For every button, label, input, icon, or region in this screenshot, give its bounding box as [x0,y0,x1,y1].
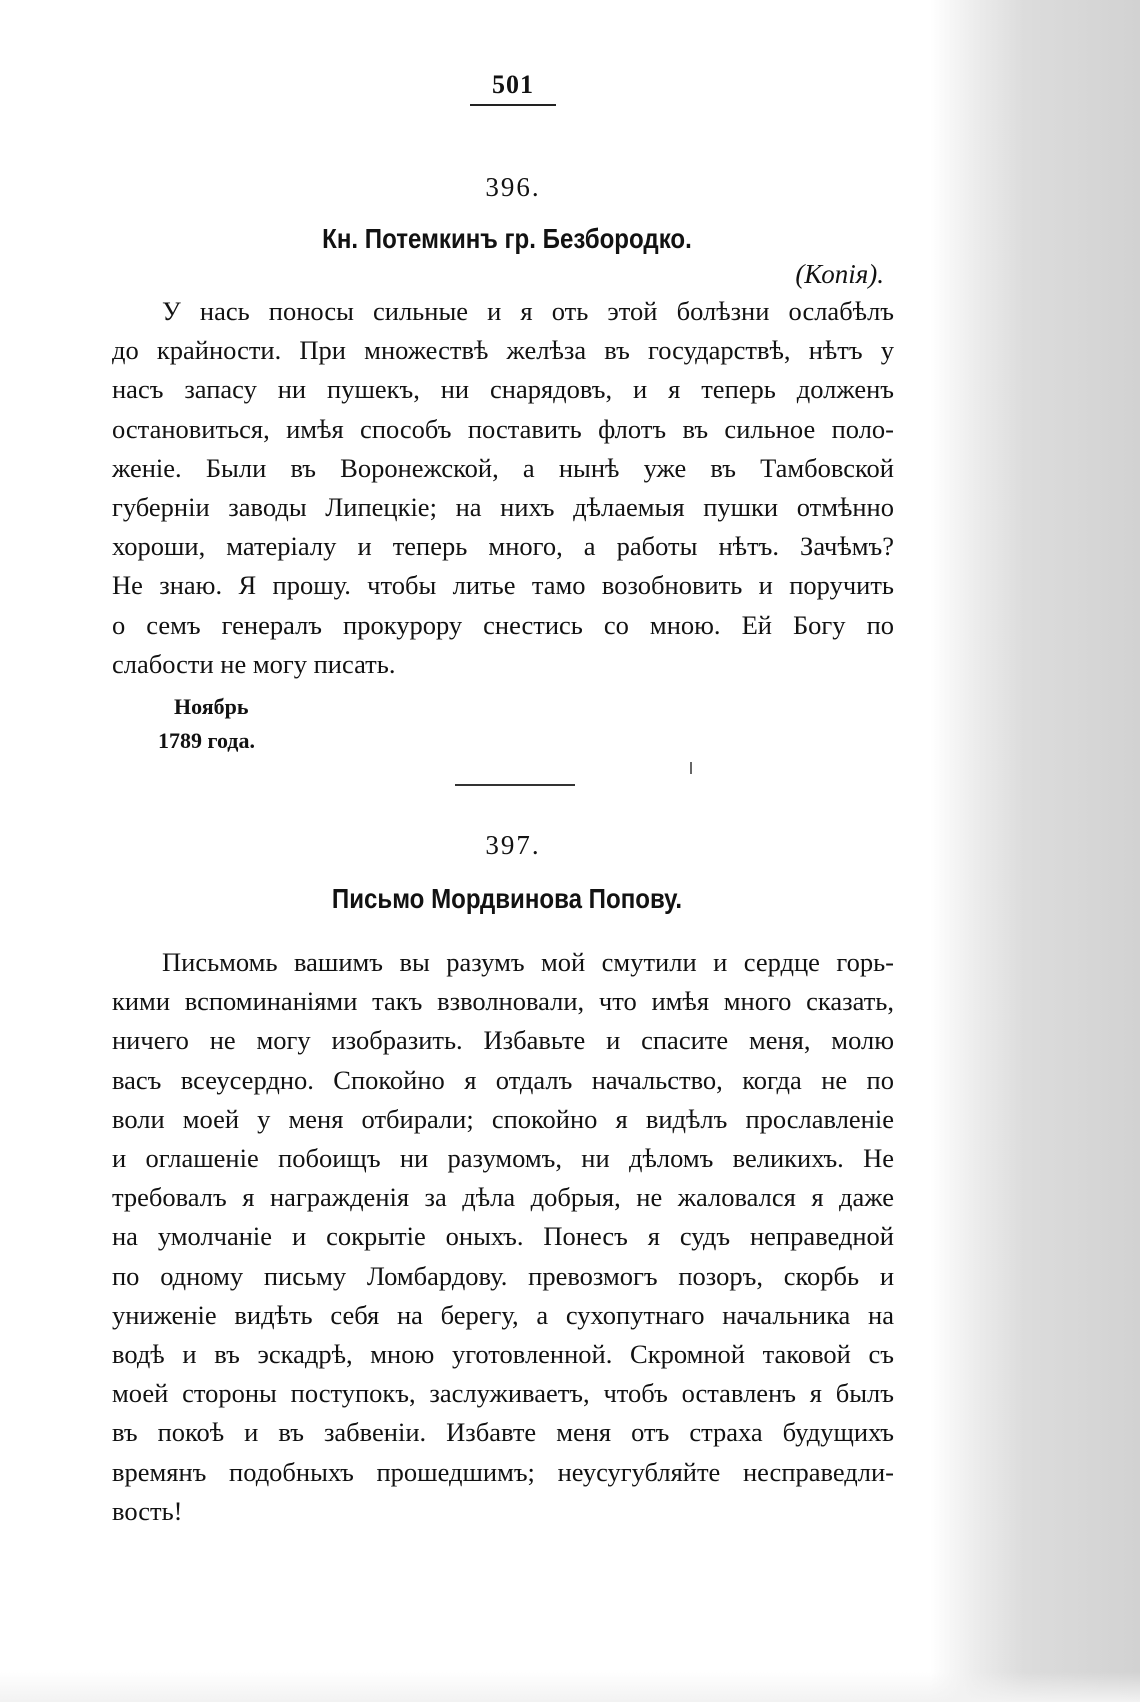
text-line: по одному письму Ломбардову. превозмогъ позоръ, скорбь и [112,1260,894,1291]
text-line: остановиться, имѣя способъ поставить флотъ въ сильное поло- [112,413,894,444]
text-line: ничего не могу изобразить. Избавьте и спасите меня, молю [112,1025,894,1056]
letter-body [112,943,894,1531]
date-year: 1789 года. [158,728,255,754]
text-line: на умолчаніе и сокрытіе оныхъ. Понесъ я судъ неправедной [112,1221,894,1252]
text-line: хороши, матеріалу и теперь много, а работы нѣтъ. Зачѣмъ? [112,531,894,562]
text-line: насъ запасу ни пушекъ, ни снарядовъ, и я теперь долженъ [112,374,894,405]
text-line: водѣ и въ эскадрѣ, мною уготовленной. Скромной таковой съ [112,1339,894,1370]
text-line: въ покоѣ и въ забвеніи. Избавте меня отъ страха будущихъ [112,1417,894,1448]
text-line: Не знаю. Я прошу. чтобы литье тамо возобновить и поручить [112,570,894,601]
text-line: моей стороны поступокъ, заслуживаетъ, чтобъ оставленъ я былъ [112,1378,894,1409]
text-line: Письмомь вашимъ вы разумъ мой смутили и сердце горь- [162,947,894,978]
page-number: 501 [470,70,556,106]
text-line: до крайности. При множествѣ желѣза въ государствѣ, нѣтъ у [112,335,894,366]
document-number: 396. [485,172,541,202]
dateline [112,690,894,758]
text-line: васъ всеусердно. Спокойно я отдалъ начальство, когда не по [112,1064,894,1095]
source-note: (Копія). [795,259,884,289]
document-title: Письмо Мордвинова Попову. [331,883,683,915]
date-month: Ноябрь [174,694,249,720]
text-line: униженіе видѣть себя на берегу, а сухопутнаго начальника на [112,1299,894,1330]
text-line: о семъ генералъ прокурору снестись со мною. Ей Богу по [112,609,894,640]
text-line: губерніи заводы Липецкіе; на нихъ дѣлаемыя пушки отмѣнно [112,492,894,523]
letter-body [112,292,894,684]
text-line: воли моей у меня отбирали; спокойно я видѣлъ прославленіе [112,1103,894,1134]
text-line: вость! [112,1495,183,1526]
text-line: У нась поносы сильные и я оть этой болѣзни ослабѣлъ [162,296,894,326]
text-line: кими вспоминаніями такъ взволновали, что имѣя много сказать, [112,986,894,1017]
scan-bottom-shadow [0,1672,1140,1702]
book-page [112,70,894,1531]
text-line: требовалъ я награжденія за дѣла добрыя, не жаловался я даже [112,1182,894,1213]
document-title: Кн. Потемкинъ гр. Безбородко. [322,223,692,254]
document-number: 397. [485,830,541,861]
scan-shadow [930,0,1140,1702]
section-separator [455,784,575,786]
text-line: слабости не могу писать. [112,648,396,679]
text-line: и оглашеніе побоищъ ни разумомъ, ни дѣломъ великихъ. Не [112,1143,894,1174]
text-line: женіе. Были въ Воронежской, а нынѣ уже въ Тамбовской [112,452,894,483]
text-line: времянъ подобныхъ прошедшимъ; неусугубляйте несправедли- [112,1456,894,1487]
